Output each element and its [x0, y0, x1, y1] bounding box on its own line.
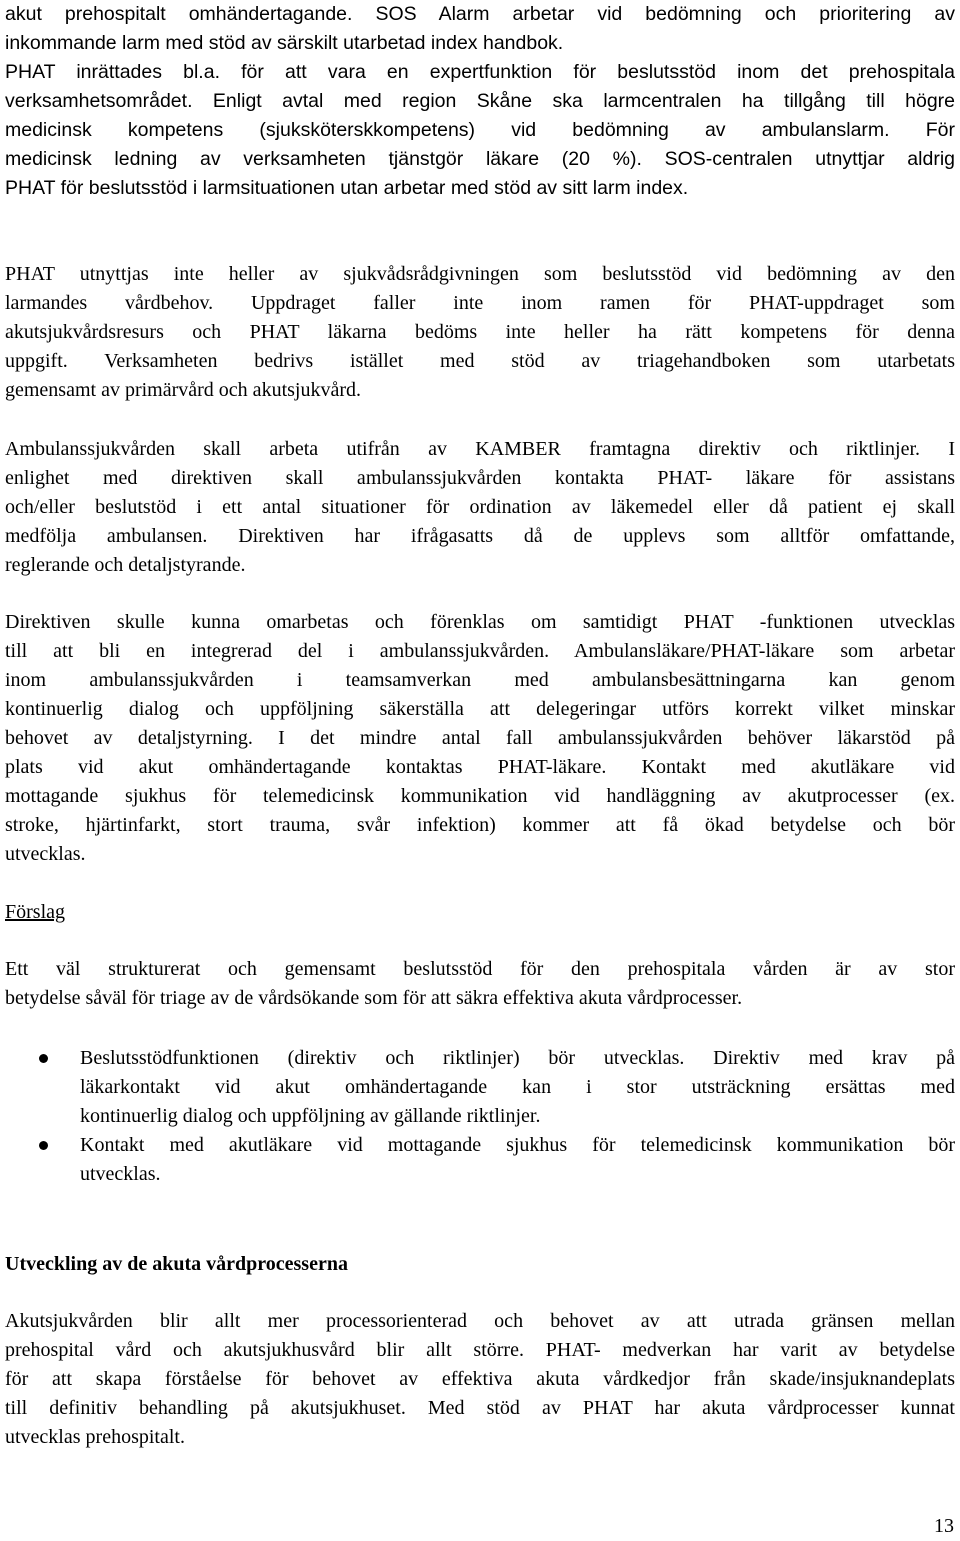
heading-forslag: Förslag: [5, 901, 65, 923]
text-line: enlighet med direktiven skall ambulanssjukvården kontakta PHAT- läkare för assistans: [5, 467, 955, 489]
text-line: utvecklas prehospitalt.: [5, 1426, 185, 1448]
list-item: [5, 1131, 955, 1189]
text-line: till att bli en integrerad del i ambulanssjukvården. Ambulansläkare/PHAT-läkare som arbetar: [5, 640, 955, 662]
bullet-icon: [39, 1141, 48, 1150]
paragraph-sos-alarm: [5, 0, 955, 58]
heading-utveckling: Utveckling av de akuta vårdprocesserna: [5, 1253, 348, 1275]
paragraph-akutsjukvarden: [5, 1307, 955, 1452]
text-line: larmandes vårdbehov. Uppdraget faller inte inom ramen för PHAT-uppdraget som: [5, 292, 955, 314]
paragraph-sjukvardsradgivning: [5, 260, 955, 405]
paragraph-ambulanssjukvarden: [5, 435, 955, 580]
text-line: till definitiv behandling på akutsjukhuset. Med stöd av PHAT har akuta vårdprocesser kunnat: [5, 1397, 955, 1419]
proposal-list: [5, 1044, 955, 1189]
text-line: medfölja ambulansen. Direktiven har ifrågasatts då de upplevs som alltför omfattande,: [5, 525, 955, 547]
text-line: prehospital vård och akutsjukhusvård blir allt större. PHAT- medverkan har varit av betydelse: [5, 1339, 955, 1361]
text-line: plats vid akut omhändertagande kontaktas PHAT-läkare. Kontakt med akutläkare vid: [5, 756, 955, 778]
text-line: Beslutsstödfunktionen (direktiv och riktlinjer) bör utvecklas. Direktiv med krav på: [80, 1047, 955, 1069]
text-line: Direktiven skulle kunna omarbetas och förenklas om samtidigt PHAT -funktionen utvecklas: [5, 611, 955, 633]
text-line: PHAT inrättades bl.a. för att vara en expertfunktion för beslutsstöd inom det prehospitala: [5, 61, 955, 83]
text-line: kontinuerlig dialog och uppföljning av gällande riktlinjer.: [80, 1105, 541, 1127]
text-line: akutsjukvårdsresurs och PHAT läkarna bedöms inte heller ha rätt kompetens för denna: [5, 321, 955, 343]
text-line: PHAT för beslutsstöd i larmsituationen utan arbetar med stöd av sitt larm index.: [5, 177, 689, 199]
text-line: verksamhetsområdet. Enligt avtal med region Skåne ska larmcentralen ha tillgång till högre: [5, 90, 955, 112]
list-item: [5, 1044, 955, 1131]
text-line: kontinuerlig dialog och uppföljning säkerställa att delegeringar utförs korrekt vilket minskar: [5, 698, 955, 720]
text-line: inom ambulanssjukvården i teamsamverkan med ambulansbesättningarna kan genom: [5, 669, 955, 691]
page-number: 13: [934, 1515, 954, 1537]
text-line: behovet av detaljstyrning. I det mindre antal fall ambulanssjukvården behöver läkarstöd på: [5, 727, 955, 749]
text-line: Kontakt med akutläkare vid mottagande sjukhus för telemedicinsk kommunikation bör: [80, 1134, 955, 1156]
text-line: för att skapa förståelse för behovet av effektiva akuta vårdkedjor från skade/insjuknandeplats: [5, 1368, 955, 1390]
text-line: Ett väl strukturerat och gemensamt beslutsstöd för den prehospitala vården är av stor: [5, 958, 955, 980]
text-line: mottagande sjukhus för telemedicinsk kommunikation vid handläggning av akutprocesser (ex.: [5, 785, 955, 807]
text-line: akut prehospitalt omhändertagande. SOS Alarm arbetar vid bedömning och prioritering av: [5, 3, 955, 25]
text-line: och/eller beslutstöd i ett antal situationer för ordination av läkemedel eller då patient ej skall: [5, 496, 955, 518]
text-line: utvecklas.: [80, 1163, 161, 1185]
text-line: Ambulanssjukvården skall arbeta utifrån av KAMBER framtagna direktiv och riktlinjer. I: [5, 438, 955, 460]
text-line: uppgift. Verksamheten bedrivs istället med stöd av triagehandboken som utarbetats: [5, 350, 955, 372]
paragraph-phat-inrattades: [5, 58, 955, 203]
bullet-icon: [39, 1054, 48, 1063]
text-line: gemensamt av primärvård och akutsjukvård.: [5, 379, 361, 401]
text-line: stroke, hjärtinfarkt, stort trauma, svår infektion) kommer att få ökad betydelse och bör: [5, 814, 955, 836]
text-line: PHAT utnyttjas inte heller av sjukvådsrådgivningen som beslutsstöd vid bedömning av den: [5, 263, 955, 285]
text-line: läkarkontakt vid akut omhändertagande kan i stor utsträckning ersättas med: [80, 1076, 955, 1098]
text-line: medicinsk ledning av verksamheten tjänstgör läkare (20 %). SOS-centralen utnyttjar aldrig: [5, 148, 955, 170]
text-line: reglerande och detaljstyrande.: [5, 554, 246, 576]
text-line: medicinsk kompetens (sjuksköterskkompetens) vid bedömning av ambulanslarm. För: [5, 119, 955, 141]
text-line: utvecklas.: [5, 843, 86, 865]
paragraph-forslag-intro: [5, 955, 955, 1013]
text-line: betydelse såväl för triage av de vårdsökande som för att säkra effektiva akuta vårdprocesser.: [5, 987, 743, 1009]
paragraph-direktiven: [5, 608, 955, 869]
text-line: inkommande larm med stöd av särskilt utarbetad index handbok.: [5, 32, 564, 54]
text-line: Akutsjukvården blir allt mer processorienterad och behovet av att utrada gränsen mellan: [5, 1310, 955, 1332]
